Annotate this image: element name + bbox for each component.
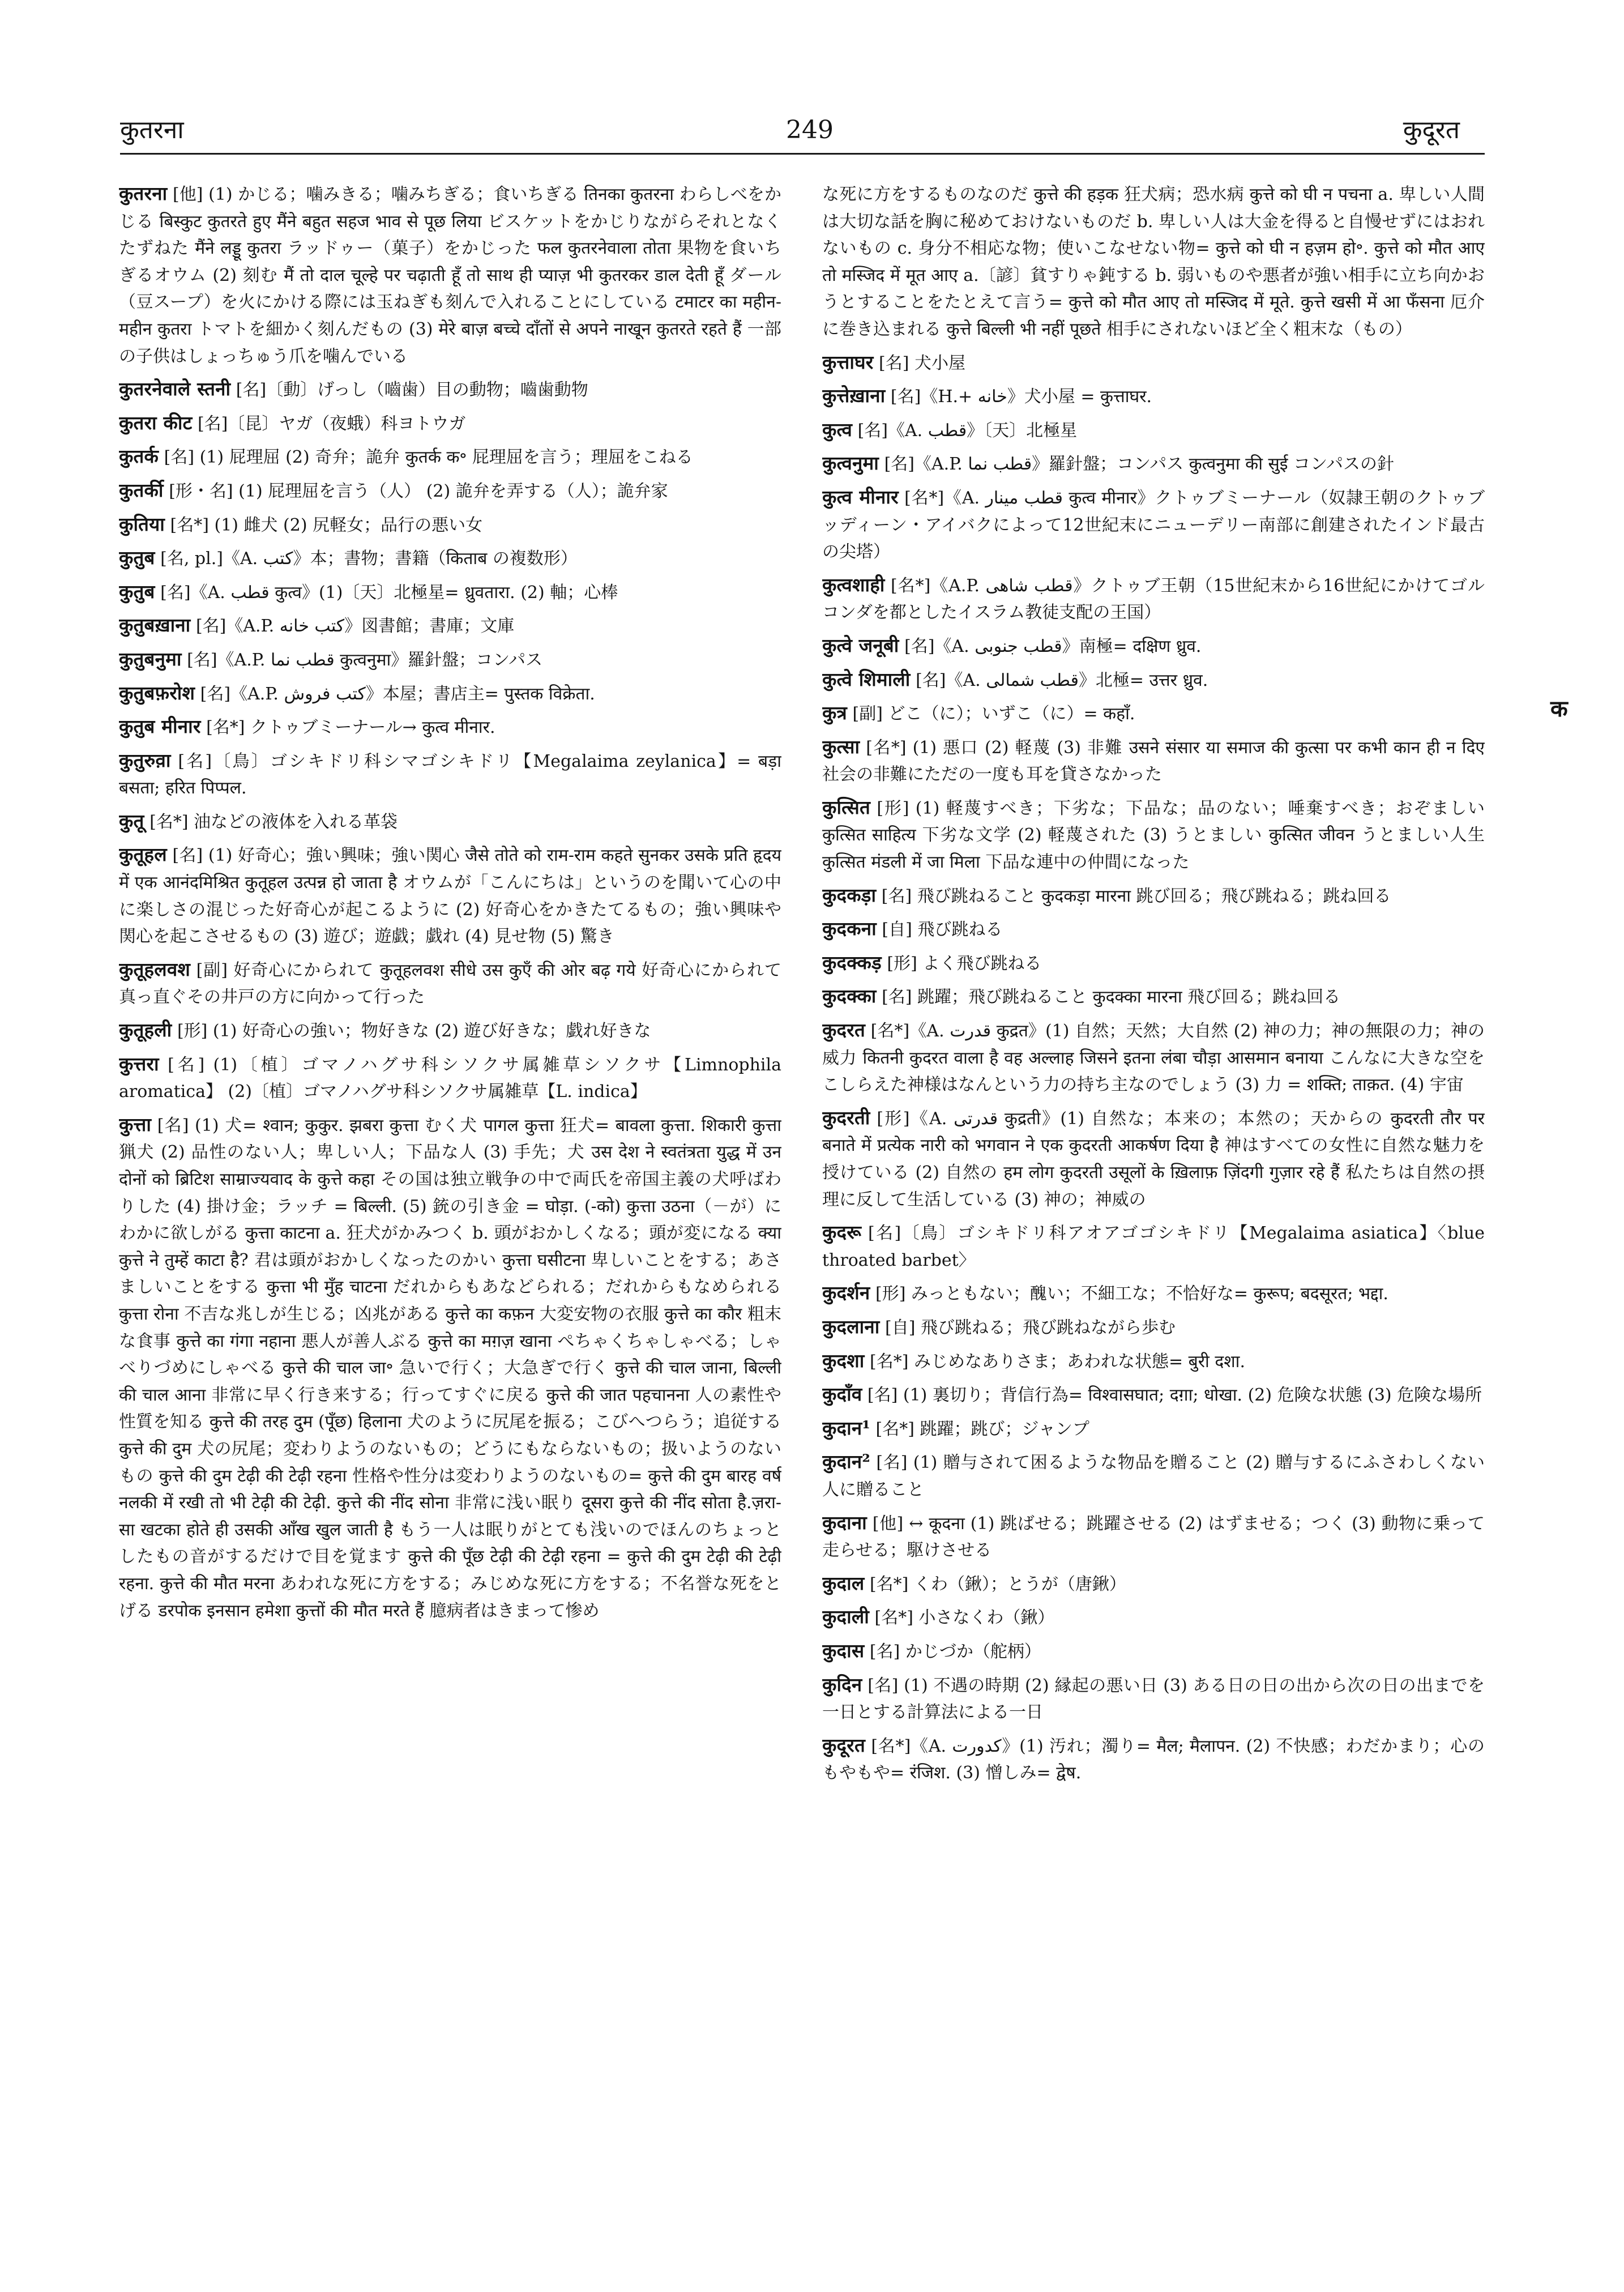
entry-headword: कुतुबफ़रोश	[119, 681, 195, 704]
entry-headword: कुदिन	[822, 1673, 862, 1696]
dictionary-entry	[119, 1051, 781, 1106]
entry-headword: कुदरत	[822, 1019, 865, 1042]
dictionary-entry	[822, 666, 1485, 694]
entry-headword: कुतूहली	[119, 1019, 172, 1042]
entry-headword: कुतुब	[119, 580, 155, 603]
entry-headword: कुतुब	[119, 547, 155, 569]
dictionary-entry	[822, 1509, 1485, 1564]
dictionary-entry	[822, 484, 1485, 566]
entry-definition: [名*]《A. قطب مينار कुत्व मीनार》クトゥブミーナール（奴隷王朝のクトゥブッディーン・アイバクによって12世紀末にニューデリー南部に創建されたインド最古の尖塔）	[822, 488, 1485, 562]
entry-headword: कुतर्क	[119, 445, 159, 468]
dictionary-entry	[119, 544, 781, 573]
entry-headword: कुदूरत	[822, 1734, 865, 1756]
entry-definition: [名]《A. قطب》〔天〕北極星	[857, 420, 1078, 441]
entry-headword: कुतुबख़ाना	[119, 614, 191, 637]
entry-headword: कुदकना	[822, 917, 877, 940]
dictionary-entry	[822, 349, 1485, 377]
entry-definition: [形]《A. قدرتی कुद्रती》(1) 自然な；本来の；本然の；天からの कुदरती तौर पर बनाते में प्रत्येक नारी को भगवान ने एक कुदरती आकर्षण दिया है 神はすべての女性に自然な魅力を授けている (2) 自然の हम लोग कुदरती उसूलों के ख़िलाफ़ ज़िंदगी गुज़ार रहे हैं 私たちは自然の摂理に反して生活している (3) 神の；神威の	[822, 1108, 1485, 1210]
entry-headword: कुदाल	[822, 1572, 865, 1594]
dictionary-entry	[822, 1313, 1485, 1342]
dictionary-entry	[822, 1603, 1485, 1632]
dictionary-entry	[822, 1671, 1485, 1726]
dictionary-entry	[822, 949, 1485, 978]
entry-definition: [名] (1)〔植〕ゴマノハグサ科シソクサ属雑草シソクサ【Limnophila aromatica】 (2)〔植〕ゴマノハグサ科シソクサ属雑草【L. indica】	[119, 1055, 781, 1102]
entry-definition: [名] (1) 好奇心；強い興味；強い関心 जैसे तोते को राम-राम कहते सुनकर उसके प्रति हृदय में एक आनंदमिश्रित कुतूहल उत्पन्न हो जाता है オウムが「こんにちは」というのを聞いて心の中に楽しさの混じった好奇心が起こるように (2) 好奇心をかきたてるもの；強い興味や関心を起こさせるもの (3) 遊び；遊戯；戯れ (4) 見せ物 (5) 驚き	[119, 846, 781, 947]
entry-headword: कुत्वशाही	[822, 573, 885, 596]
dictionary-entry	[822, 1104, 1485, 1213]
entry-definition: [名] (1) 贈与されて困るような物品を贈ること (2) 贈与するにふさわしくない人に贈ること	[822, 1453, 1485, 1500]
dictionary-entry	[822, 699, 1485, 728]
entry-headword: कुदक्का	[822, 985, 877, 1008]
entry-definition: [名*] クトゥブミーナール→ कुत्व मीनार.	[206, 718, 495, 738]
entry-definition: [名]〔鳥〕ゴシキドリ科シマゴシキドリ【Megalaima zeylanica】= बड़ा बसता; हरित पिप्पल.	[119, 751, 781, 799]
entry-definition: [名*] みじめなありさま；あわれな状態= बुरी दशा.	[870, 1351, 1245, 1372]
entry-definition: [形・名] (1) 屁理屈を言う（人） (2) 詭弁を弄する（人）；詭弁家	[169, 481, 668, 501]
thumb-index-letter: क	[1550, 695, 1568, 722]
entry-definition: [形] みっともない；醜い；不細工な；不恰好な= कुरूप; बदसूरत; भद्दा.	[875, 1284, 1388, 1304]
entry-definition: [形] よく飛び跳ねる	[887, 953, 1042, 974]
entry-definition: [名] かじづか（舵柄）	[869, 1641, 1041, 1662]
entry-definition: [他] (1) かじる；噛みきる；噛みちぎる；食いちぎる तिनका कुतरना わらしべをかじる बिस्कुट कुतरते हुए मैंने बहुत सहज भाव से पूछ लिया ビスケットをかじりながらそれとなくたずねた मैंने लड्डू कुतरा ラッドゥー（菓子）をかじった फल कुतरनेवाला तोता 果物を食いちぎるオウム (2) 刻む मैं तो दाल चूल्हे पर चढ़ाती हूँ तो साथ ही प्याज़ भी कुतरकर डाल देती हूँ ダール（豆スープ）を火にかける際には玉ねぎも刻んで入れることにしている टमाटर का महीन-महीन कुतरा トマトを細かく刻んだもの (3) मेरे बाज़ बच्चे दाँतों से अपने नाखून कुतरते रहते हैं 一部の子供はしょっちゅう爪を噛んでいる	[119, 185, 781, 366]
entry-headword: कुत्व	[822, 418, 853, 441]
entry-headword: कुतूहलवश	[119, 958, 191, 980]
entry-definition: [名]《A.P. كتب خانه》図書館；書庫；文庫	[195, 616, 515, 637]
entry-definition: [自] 飛び跳ねる；飛び跳ねながら歩む	[885, 1317, 1176, 1338]
dictionary-entry	[822, 1347, 1485, 1376]
dictionary-entry	[119, 180, 781, 370]
entry-definition: [名]《A. قطب شمالی》北極= उत्तर ध्रुव.	[916, 670, 1208, 690]
dictionary-entry	[119, 443, 781, 471]
entry-headword: कुतुबनुमा	[119, 647, 182, 670]
entry-headword: कुत्व मीनार	[822, 485, 899, 508]
entry-definition: [名*] 小さなくわ（鍬）	[874, 1608, 1055, 1628]
dictionary-entry	[822, 180, 1485, 343]
entry-headword: कुतर्की	[119, 479, 164, 501]
entry-definition: [副] どこ（に）；いずこ（に）= कहाँ.	[852, 704, 1135, 724]
entry-headword: कुत्वे शिमाली	[822, 668, 911, 690]
dictionary-entry	[822, 794, 1485, 876]
entry-definition: [名]《A. قطب कुत्व》(1)〔天〕北極星= ध्रुवतारा. (2) 軸；心棒	[160, 582, 618, 603]
entry-definition: [名] (1) 屁理屈 (2) 奇弁；詭弁 कुतर्क क॰ 屁理屈を言う；理屈をこねる	[164, 447, 693, 468]
entry-definition: [名*]《A.P. قطب شاهی》クトゥブ王朝（15世紀末から16世紀にかけてゴルコンダを都としたイスラム教徒支配の王国）	[822, 575, 1485, 623]
dictionary-entry	[822, 1381, 1485, 1409]
entry-headword: कुतरा कीट	[119, 411, 193, 434]
dictionary-entry	[822, 382, 1485, 411]
dictionary-entry	[119, 841, 781, 950]
dictionary-entry	[822, 416, 1485, 445]
dictionary-entry	[119, 713, 781, 741]
dictionary-entry	[119, 409, 781, 438]
dictionary-entry	[119, 511, 781, 539]
entry-definition: [名*]《A. قدرت कुद्रत》(1) 自然；天然；大自然 (2) 神の力；神の無限の力；神の威力 कितनी कुदरत वाला है वह अल्लाह जिसने इतना लंबा चौड़ा आसमान बनाया こんなに大きな空をこしらえた神様はなんという力の持ち主なのでしょう (3) 力 = शक्ति; ताक़त. (4) 宇宙	[822, 1021, 1485, 1095]
entry-definition: [名]《A.P. قطب نما》羅針盤；コンパス कुत्वनुमा की सुई コンパスの針	[884, 454, 1394, 475]
entry-headword: कुत्सित	[822, 796, 871, 818]
entry-headword: कुदक्कड़	[822, 951, 882, 974]
dictionary-entry	[119, 612, 781, 640]
dictionary-entry	[822, 882, 1485, 910]
dictionary-entry	[822, 1415, 1485, 1443]
dictionary-entry	[822, 1732, 1485, 1787]
entry-definition: [名] 飛び跳ねること कुदकड़ा मारना 跳び回る；飛び跳ねる；跳ね回る	[881, 886, 1391, 906]
entry-headword: कुदशा	[822, 1349, 865, 1372]
entry-headword: कुत्र	[822, 702, 847, 724]
entry-definition: [他] ↔ कूदना (1) 跳ばせる；跳躍させる (2) はずませる；つく (3) 動物に乗って走らせる；駆けさせる	[822, 1513, 1485, 1561]
dictionary-entry	[822, 1219, 1485, 1274]
entry-headword: कुत्ता	[119, 1113, 152, 1136]
dictionary-entry	[822, 632, 1485, 660]
dictionary-entry	[119, 477, 781, 505]
entry-headword: कुतू	[119, 809, 144, 832]
left-column	[119, 180, 781, 2253]
entry-definition: [名*] 跳躍；跳び；ジャンプ	[875, 1419, 1089, 1439]
dictionary-entry	[822, 450, 1485, 478]
entry-headword: कुत्वे जनूबी	[822, 634, 899, 656]
entry-headword: कुतुरुव़ा	[119, 749, 171, 771]
header-rule	[120, 153, 1485, 155]
entry-headword: कुदाना	[822, 1511, 867, 1534]
entry-definition: [名]《A.P. كتب فروش》本屋；書店主= पुस्तक विक्रेता.	[200, 684, 595, 704]
entry-definition: な死に方をするものなのだ कुत्ते की हड़क 狂犬病；恐水病 कुत्ते को घी न पचना a. 卑しい人間は大切な話を胸に秘めておけないものだ b. 卑しい人は大金を得ると自慢せずにはおれないもの c. 身分不相応な物；使いこなせない物= कुत्ते को घी न हज़म हो॰. कुत्ते को मौत आए तो मस्जिद में मूत आए a.〔諺〕貧すりゃ鈍する b. 弱いものや悪者が強い相手に立ち向かおうとすることをたとえて言う= कुत्ते को मौत आए तो मस्जिद में मूते. कुत्ते खसी में आ फँसना 厄介に巻き込まれる कुत्ते बिल्ली भी नहीं पूछते 相手にされないほど全く粗末な（もの）	[822, 185, 1485, 339]
entry-headword: कुदान¹	[822, 1416, 870, 1439]
entry-headword: कुदरू	[822, 1221, 862, 1244]
entry-headword: कुदरती	[822, 1106, 870, 1129]
entry-definition: [名]《A. قطب جنوبی》南極= दक्षिण ध्रुव.	[904, 636, 1202, 656]
dictionary-entry	[822, 1570, 1485, 1598]
entry-definition: [副] 好奇心にかられて कुतूहलवश सीधे उस कुएँ की ओर बढ़ गये 好奇心にかられて真っ直ぐその井戸の方に向かって行った	[119, 960, 781, 1008]
dictionary-entry	[119, 375, 781, 404]
entry-definition: [名]〔鳥〕ゴシキドリ科アオアゴゴシキドリ【Megalaima asiatica】〈blue throated barbet〉	[822, 1223, 1485, 1270]
dictionary-entry	[119, 808, 781, 836]
entry-headword: कुतुब मीनार	[119, 715, 201, 738]
dictionary-entry	[822, 983, 1485, 1011]
entry-definition: [名*]《A. كدورت》(1) 汚れ；濁り= मैल; मैलापन. (2) 不快感；わだかまり；心のもやもや= रंजिश. (3) 憎しみ= द्वेष.	[822, 1736, 1485, 1783]
running-head-right: कुदूरत	[1403, 116, 1460, 144]
dictionary-entry	[822, 733, 1485, 788]
entry-headword: कुत्सा	[822, 735, 860, 758]
dictionary-entry	[119, 646, 781, 674]
dictionary-entry	[119, 680, 781, 708]
entry-definition: [名]〔動〕げっし（嚙歯）目の動物；嚙歯動物	[236, 380, 588, 400]
entry-headword: कुदाली	[822, 1606, 869, 1628]
entry-definition: [形] (1) 好奇心の強い；物好きな (2) 遊び好きな；戯れ好きな	[177, 1021, 651, 1042]
running-head-left: कुतरना	[120, 116, 184, 144]
entry-headword: कुदास	[822, 1639, 865, 1662]
entry-definition: [名*] (1) 雌犬 (2) 尻軽女；品行の悪い女	[170, 515, 483, 535]
entry-definition: [形] (1) 軽蔑すべき；下劣な；下品な；品のない；唾棄すべき；おぞましい कुत्सित साहित्य 下劣な文学 (2) 軽蔑された (3) うとましい कुत्सित जीवन うとましい人生 कुत्सित मंडली में जा मिला 下品な連中の仲間になった	[822, 798, 1485, 873]
entry-definition: [名] (1) 犬= श्वान; कुकुर. झबरा कुत्ता むく犬 पागल कुत्ता 狂犬= बावला कुत्ता. शिकारी कुत्ता 猟犬 (2) 品性のない人；卑しい人；下品な人 (3) 手先；犬 उस देश ने स्वतंत्रता युद्ध में उन दोनों को ब्रिटिश साम्राज्यवाद के कुत्ते कहा その国は独立戦争の中で両氏を帝国主義の犬呼ばわりした (4) 掛け金；ラッチ = बिल्ली. (5) 銃の引き金 = घोड़ा. (-को) कुत्ता उठना（－が）にわかに欲しがる कुत्ता काटना a. 狂犬がかみつく b. 頭がおかしくなる；頭が変になる क्या कुत्ते ने तुम्हें काटा है? 君は頭がおかしくなったのかい कुत्ता घसीटना 卑しいことをする；あさましいことをする कुत्ता भी मुँह चाटना だれからもあなどられる；だれからもなめられる कुत्ता रोना 不吉な兆しが生じる；凶兆がある कुत्ते का कफ़न 大変安物の衣服 कुत्ते का कौर 粗末な食事 कुत्ते का गंगा नहाना 悪人が善人ぶる कुत्ते का मग़ज़ खाना ぺちゃくちゃしゃべる；しゃべりづめにしゃべる कुत्ते की चाल जा॰ 急いで行く；大急ぎで行く कुत्ते की चाल जाना, बिल्ली की चाल आना 非常に早く行き来する；行ってすぐに戻る कुत्ते की जात पहचानना 人の素性や性質を知る कुत्ते की तरह दुम (पूँछ) हिलाना 犬のように尻尾を振る；こびへつらう；追従する कुत्ते की दुम 犬の尻尾；変わりようのないもの；どうにもならないもの；扱いようのないもの कुत्ते की दुम टेढ़ी की टेढ़ी रहना 性格や性分は変わりようのないもの= कुत्ते की दुम बारह वर्ष नलकी में रखी तो भी टेढ़ी की टेढ़ी. कुत्ते की नींद सोना 非常に浅い眠り दूसरा कुत्ते की नींद सोता है.ज़रा-सा खटका होते ही उसकी आँख खुल जाती है もう一人は眠りがとても浅いのでほんのちょっとしたもの音がするだけで目を覚ます कुत्ते की पूँछ टेढ़ी की टेढ़ी रहना = कुत्ते की दुम टेढ़ी की टेढ़ी रहना. कुत्ते की मौत मरना あわれな死に方をする；みじめな死に方をする；不名誉な死をとげる डरपोक इनसान हमेशा कुत्तों की मौत मरते हैं 臆病者はきまって惨め	[119, 1115, 781, 1621]
entry-definition: [名, pl.]《A. كتب》本；書物；書籍（किताब の複数形）	[160, 549, 578, 569]
dictionary-entry	[822, 1279, 1485, 1308]
entry-headword: कुतिया	[119, 513, 165, 535]
entry-definition: [名*] (1) 悪口 (2) 軽蔑 (3) 非難 उसने संसार या समाज की कुत्सा पर कभी कान ही न दिए 社会の非難にただの一度も耳を貸さなかった	[822, 737, 1485, 785]
entry-definition: [名]〔昆〕ヤガ（夜蛾）科ヨトウガ	[197, 413, 466, 434]
dictionary-entry	[119, 747, 781, 802]
dictionary-entry	[822, 571, 1485, 626]
dictionary-entry	[822, 1017, 1485, 1099]
entry-definition: [名] 跳躍；飛び跳ねること कुदक्का मारना 飛び回る；跳ね回る	[882, 987, 1341, 1008]
entry-definition: [名] (1) 裏切り；背信行為= विश्वासघात; दग़ा; धोखा. (2) 危険な状態 (3) 危険な場所	[867, 1385, 1482, 1406]
entry-headword: कुदकड़ा	[822, 883, 877, 906]
entry-definition: [名*] 油などの液体を入れる革袋	[149, 812, 398, 832]
dictionary-entry	[822, 915, 1485, 944]
entry-headword: कुतरनेवाले स्तनी	[119, 378, 231, 400]
entry-headword: कुतरना	[119, 182, 168, 204]
right-column	[822, 180, 1485, 2253]
entry-headword: कुदान²	[822, 1450, 870, 1473]
entry-headword: कुतूहल	[119, 843, 167, 866]
entry-definition: [名]《A.P. قطب نما कुत्वनुमा》羅針盤；コンパス	[187, 650, 543, 670]
entry-headword: कुदर्शन	[822, 1282, 870, 1304]
page-number: 249	[786, 116, 834, 144]
entry-headword: कुदलाना	[822, 1315, 880, 1338]
entry-headword: कुत्तेख़ाना	[822, 385, 886, 407]
dictionary-entry	[119, 1017, 781, 1045]
entry-headword: कुदाँव	[822, 1383, 862, 1406]
dictionary-entry	[822, 1637, 1485, 1666]
entry-definition: [名] (1) 不遇の時期 (2) 縁起の悪い日 (3) ある日の日の出から次の日の出までを一日とする計算法による一日	[822, 1675, 1485, 1723]
entry-definition: [名]《H.+ خانه》犬小屋 = कुत्ताघर.	[890, 387, 1152, 407]
entry-headword: कुत्ताघर	[822, 351, 874, 373]
dictionary-entry	[119, 578, 781, 607]
dictionary-entry	[119, 956, 781, 1011]
entry-definition: [名*] くわ（鍬）；とうが（唐鍬）	[869, 1574, 1126, 1594]
dictionary-entry	[119, 1111, 781, 1624]
dictionary-entry	[822, 1448, 1485, 1503]
entry-headword: कुत्वनुमा	[822, 452, 879, 475]
entry-definition: [自] 飛び跳ねる	[882, 920, 1003, 940]
entry-headword: कुत्तरा	[119, 1052, 159, 1075]
entry-definition: [名] 犬小屋	[879, 353, 965, 373]
